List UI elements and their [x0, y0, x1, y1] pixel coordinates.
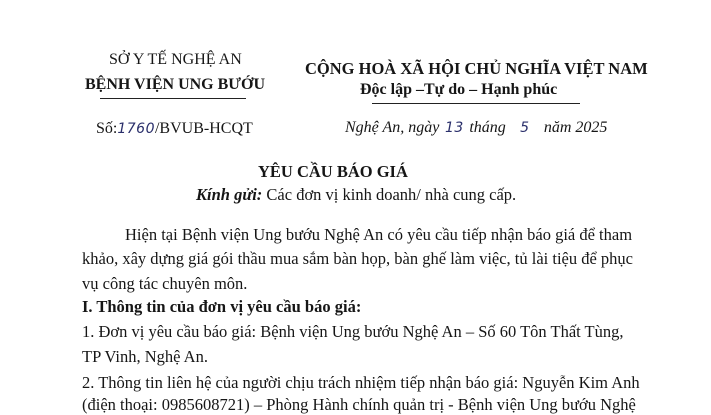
- document-title: YÊU CẦU BÁO GIÁ: [258, 162, 408, 181]
- national-motto: Độc lập –Tự do – Hạnh phúc: [360, 81, 558, 98]
- country-name: CỘNG HOÀ XÃ HỘI CHỦ NGHĨA VIỆT NAM: [305, 59, 648, 78]
- doc-number-prefix: Số:: [96, 120, 118, 137]
- hospital-name: BỆNH VIỆN UNG BƯỚU: [85, 76, 266, 93]
- section-1-heading: I. Thông tin của đơn vị yêu cầu báo giá:: [82, 297, 362, 316]
- intro-line-2: khảo, xây dựng giá gói thầu mua sắm bàn họp, bàn ghế làm việc, tủ lài tiệu để phục: [82, 249, 634, 268]
- ministry-name: SỞ Y TẾ NGHỆ AN: [109, 51, 242, 68]
- intro-line-1: Hiện tại Bệnh viện Ung bướu Nghệ An có yêu cầu tiếp nhận báo giá để tham: [125, 225, 633, 244]
- item-1-line-2: TP Vinh, Nghệ An.: [82, 347, 208, 366]
- recipient-label: Kính gửi:: [196, 185, 263, 204]
- recipient-line: [196, 185, 516, 205]
- recipient-value: Các đơn vị kinh doanh/ nhà cung cấp.: [266, 185, 517, 204]
- item-2-line-1: 2. Thông tin liên hệ của người chịu trách nhiệm tiếp nhận báo giá: Nguyễn Kim Anh: [82, 373, 640, 392]
- hospital-underline: [100, 98, 246, 99]
- date-year: năm 2025: [543, 119, 608, 136]
- date-day-handwritten: 13: [444, 120, 464, 136]
- doc-number-handwritten: 1760: [117, 121, 155, 137]
- date-month-label: tháng: [469, 119, 506, 136]
- doc-number-suffix: /BVUB-HCQT: [154, 120, 253, 137]
- date-month-handwritten: 5: [520, 120, 530, 136]
- document-date: [345, 119, 607, 137]
- document-number: [96, 120, 253, 138]
- date-place-day: Nghệ An, ngày: [345, 119, 440, 136]
- item-2-line-2: (điện thoại: 0985608721) – Phòng Hành chính quản trị - Bệnh viện Ung bướu Nghệ: [82, 395, 636, 414]
- item-1-line-1: 1. Đơn vị yêu cầu báo giá: Bệnh viện Ung bướu Nghệ An – Số 60 Tôn Thất Tùng,: [82, 322, 624, 341]
- motto-underline: [372, 103, 580, 104]
- intro-line-3: vụ công tác chuyên môn.: [82, 274, 248, 293]
